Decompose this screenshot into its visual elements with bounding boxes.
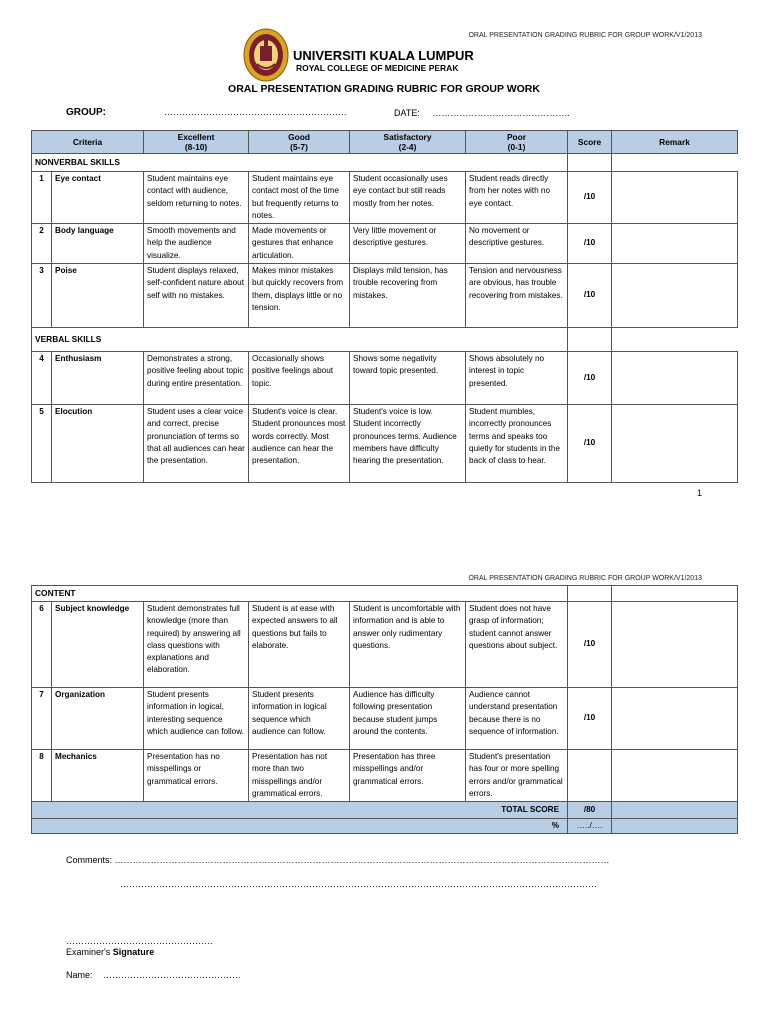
remark-cell[interactable] bbox=[612, 264, 738, 328]
signature-line[interactable]: …………………………………………. bbox=[66, 936, 213, 946]
score-cell[interactable]: /10 bbox=[568, 405, 612, 483]
remark-cell[interactable] bbox=[612, 688, 738, 750]
group-field[interactable] bbox=[66, 107, 347, 118]
criteria-header: Criteria bbox=[32, 131, 144, 154]
excellent-cell: Student maintains eye contact with audience, seldom returning to notes. bbox=[144, 172, 249, 224]
signature-label: Examiner's Signature bbox=[66, 947, 155, 957]
total-score-row bbox=[32, 802, 738, 819]
good-cell: Made movements or gestures that enhance articulation. bbox=[249, 224, 350, 264]
criterion-number: 6 bbox=[32, 602, 52, 688]
good-header: Good (5-7) bbox=[249, 131, 350, 154]
percentage-row bbox=[32, 819, 738, 834]
excellent-cell: Student displays relaxed, self-confident nature about self with no mistakes. bbox=[144, 264, 249, 328]
university-name: UNIVERSITI KUALA LUMPUR bbox=[293, 48, 474, 63]
criterion-name: Subject knowledge bbox=[52, 602, 144, 688]
good-cell: Student's voice is clear. Student pronounces most words correctly. Most audience can hear the presentation. bbox=[249, 405, 350, 483]
score-cell[interactable] bbox=[568, 750, 612, 802]
criterion-number: 5 bbox=[32, 405, 52, 483]
section-row-nonverbal bbox=[32, 154, 738, 172]
criterion-number: 3 bbox=[32, 264, 52, 328]
remark-cell[interactable] bbox=[612, 602, 738, 688]
good-cell: Student presents information in logical sequence which audience can follow. bbox=[249, 688, 350, 750]
criterion-name: Eye contact bbox=[52, 172, 144, 224]
group-dots: ……………………………………………………. bbox=[164, 107, 347, 117]
excellent-cell: Presentation has no misspellings or grammatical errors. bbox=[144, 750, 249, 802]
university-crest-logo bbox=[243, 28, 289, 82]
table-row bbox=[32, 352, 738, 405]
section-label: NONVERBAL SKILLS bbox=[32, 154, 568, 172]
remark-cell[interactable] bbox=[612, 352, 738, 405]
table-row bbox=[32, 264, 738, 328]
comments-dots: ………………………………………………………………………………………………………………………………………………… bbox=[114, 855, 610, 865]
poor-cell: Tension and nervousness are obvious, has trouble recovering from mistakes. bbox=[466, 264, 568, 328]
good-cell: Presentation has not more than two misspellings and/or grammatical errors. bbox=[249, 750, 350, 802]
score-cell[interactable]: /10 bbox=[568, 602, 612, 688]
percentage-label: % bbox=[32, 819, 568, 834]
excellent-cell: Smooth movements and help the audience visualize. bbox=[144, 224, 249, 264]
document-code: ORAL PRESENTATION GRADING RUBRIC FOR GROUP WORK/V1/2013 bbox=[468, 575, 702, 582]
total-score-value[interactable]: /80 bbox=[568, 802, 612, 819]
date-dots: ………………………………………. bbox=[432, 108, 570, 118]
satisfactory-header: Satisfactory (2-4) bbox=[350, 131, 466, 154]
poor-cell: Shows absolutely no interest in topic presented. bbox=[466, 352, 568, 405]
page-number: 1 bbox=[697, 488, 703, 498]
group-label: GROUP: bbox=[66, 107, 106, 118]
criterion-name: Body language bbox=[52, 224, 144, 264]
percentage-value[interactable]: …../…. bbox=[568, 819, 612, 834]
criterion-number: 4 bbox=[32, 352, 52, 405]
section-label: CONTENT bbox=[32, 586, 568, 602]
score-cell[interactable]: /10 bbox=[568, 172, 612, 224]
criterion-number: 2 bbox=[32, 224, 52, 264]
poor-cell: Student's presentation has four or more spelling errors and/or grammatical errors. bbox=[466, 750, 568, 802]
table-row bbox=[32, 688, 738, 750]
poor-cell: Student reads directly from her notes with no eye contact. bbox=[466, 172, 568, 224]
table-row bbox=[32, 172, 738, 224]
comments-label: Comments: bbox=[66, 855, 113, 865]
rubric-title: ORAL PRESENTATION GRADING RUBRIC FOR GROUP WORK bbox=[228, 83, 540, 95]
score-header: Score bbox=[568, 131, 612, 154]
good-cell: Student maintains eye contact most of the time but frequently returns to notes. bbox=[249, 172, 350, 224]
college-name: ROYAL COLLEGE OF MEDICINE PERAK bbox=[296, 63, 459, 73]
score-cell[interactable]: /10 bbox=[568, 352, 612, 405]
criterion-name: Elocution bbox=[52, 405, 144, 483]
criterion-number: 7 bbox=[32, 688, 52, 750]
score-cell[interactable]: /10 bbox=[568, 688, 612, 750]
date-field[interactable] bbox=[394, 108, 570, 118]
rubric-table-page-1 bbox=[31, 130, 738, 483]
excellent-cell: Demonstrates a strong, positive feeling about topic during entire presentation. bbox=[144, 352, 249, 405]
score-cell[interactable]: /10 bbox=[568, 264, 612, 328]
criterion-name: Poise bbox=[52, 264, 144, 328]
table-row bbox=[32, 602, 738, 688]
remark-cell[interactable] bbox=[612, 405, 738, 483]
good-cell: Makes minor mistakes but quickly recovers from them, displays little or no tension. bbox=[249, 264, 350, 328]
table-row bbox=[32, 750, 738, 802]
comments-line-2[interactable]: …………………………………………………………………………………………………………………………………………… bbox=[120, 879, 597, 889]
section-label: VERBAL SKILLS bbox=[32, 328, 568, 352]
section-row-verbal bbox=[32, 328, 738, 352]
remark-cell[interactable] bbox=[612, 172, 738, 224]
remark-header: Remark bbox=[612, 131, 738, 154]
excellent-cell: Student uses a clear voice and correct, precise pronunciation of terms so that all audiences can hear the presentation. bbox=[144, 405, 249, 483]
satisfactory-cell: Very little movement or descriptive gestures. bbox=[350, 224, 466, 264]
satisfactory-cell: Audience has difficulty following presentation because student jumps around the contents. bbox=[350, 688, 466, 750]
table-row bbox=[32, 224, 738, 264]
poor-cell: No movement or descriptive gestures. bbox=[466, 224, 568, 264]
total-score-label: TOTAL SCORE bbox=[32, 802, 568, 819]
criterion-name: Organization bbox=[52, 688, 144, 750]
criterion-number: 1 bbox=[32, 172, 52, 224]
excellent-header: Excellent (8-10) bbox=[144, 131, 249, 154]
name-dots: ………………………………………. bbox=[103, 970, 241, 980]
name-field[interactable] bbox=[66, 970, 241, 980]
date-label: DATE: bbox=[394, 108, 420, 118]
poor-header: Poor (0-1) bbox=[466, 131, 568, 154]
satisfactory-cell: Displays mild tension, has trouble recovering from mistakes. bbox=[350, 264, 466, 328]
poor-cell: Audience cannot understand presentation because there is no sequence of information. bbox=[466, 688, 568, 750]
criterion-name: Enthusiasm bbox=[52, 352, 144, 405]
satisfactory-cell: Student occasionally uses eye contact but still reads mostly from her notes. bbox=[350, 172, 466, 224]
excellent-cell: Student presents information in logical, interesting sequence which audience can follow. bbox=[144, 688, 249, 750]
criterion-name: Mechanics bbox=[52, 750, 144, 802]
section-row-content bbox=[32, 586, 738, 602]
remark-cell[interactable] bbox=[612, 750, 738, 802]
rubric-table-page-2 bbox=[31, 585, 738, 834]
remark-cell[interactable] bbox=[612, 224, 738, 264]
score-cell[interactable]: /10 bbox=[568, 224, 612, 264]
satisfactory-cell: Student's voice is low. Student incorrectly pronounces terms. Audience members have difficulty hearing the presentation. bbox=[350, 405, 466, 483]
criterion-number: 8 bbox=[32, 750, 52, 802]
column-header-row bbox=[32, 131, 738, 154]
excellent-cell: Student demonstrates full knowledge (more than required) by answering all class questions with explanations and elaboration. bbox=[144, 602, 249, 688]
good-cell: Occasionally shows positive feelings about topic. bbox=[249, 352, 350, 405]
document-code: ORAL PRESENTATION GRADING RUBRIC FOR GROUP WORK/V1/2013 bbox=[468, 32, 702, 39]
satisfactory-cell: Student is uncomfortable with information and is able to answer only rudimentary questions. bbox=[350, 602, 466, 688]
comments-field[interactable] bbox=[66, 855, 610, 865]
satisfactory-cell: Shows some negativity toward topic presented. bbox=[350, 352, 466, 405]
table-row bbox=[32, 405, 738, 483]
poor-cell: Student mumbles, incorrectly pronounces terms and speaks too quietly for students in the back of class to hear. bbox=[466, 405, 568, 483]
poor-cell: Student does not have grasp of information; student cannot answer questions about subject. bbox=[466, 602, 568, 688]
name-label: Name: bbox=[66, 970, 93, 980]
good-cell: Student is at ease with expected answers to all questions but fails to elaborate. bbox=[249, 602, 350, 688]
satisfactory-cell: Presentation has three misspellings and/or grammatical errors. bbox=[350, 750, 466, 802]
